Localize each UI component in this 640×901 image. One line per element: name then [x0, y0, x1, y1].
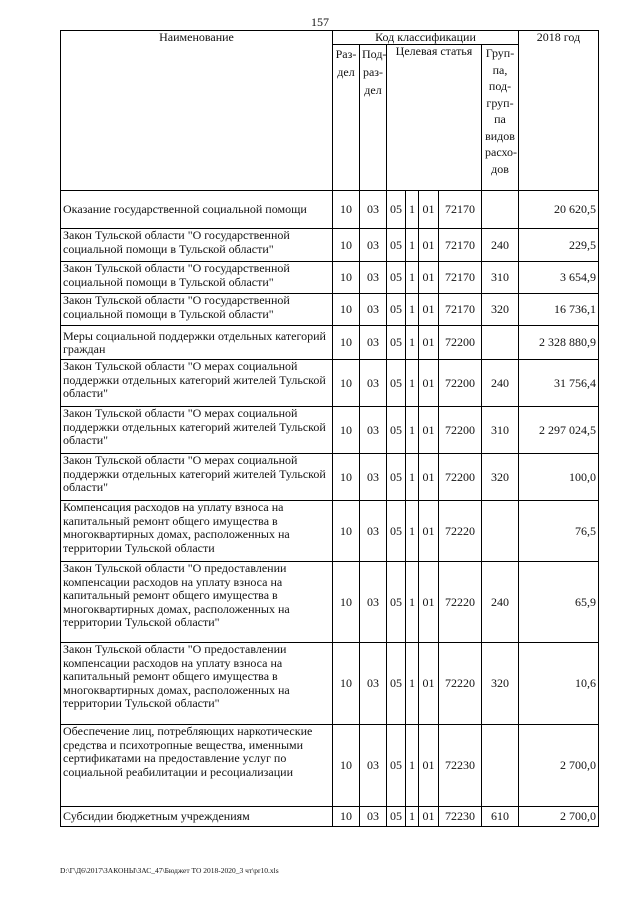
- row-code-podrazdel: 03: [360, 807, 387, 827]
- row-code-cs1: 05: [387, 229, 406, 262]
- table-row: [61, 725, 599, 807]
- header-section: Раз- дел: [333, 45, 360, 191]
- row-code-razdel: 10: [333, 191, 360, 229]
- row-amount: 2 328 880,9: [519, 326, 599, 360]
- header-code-group: Код классификации: [333, 31, 519, 45]
- row-code-cs1: 05: [387, 360, 406, 407]
- row-code-cs3: 01: [419, 294, 439, 326]
- row-code-razdel: 10: [333, 725, 360, 807]
- row-code-podrazdel: 03: [360, 191, 387, 229]
- row-code-cs1: 05: [387, 326, 406, 360]
- row-name: Закон Тульской области "О мерах социальной поддержки отдельных категорий жителей Тульской области": [61, 360, 333, 407]
- row-name: Меры социальной поддержки отдельных категорий граждан: [61, 326, 333, 360]
- row-amount: 2 700,0: [519, 807, 599, 827]
- row-code-cs3: 01: [419, 360, 439, 407]
- row-amount: 229,5: [519, 229, 599, 262]
- row-code-cs1: 05: [387, 501, 406, 562]
- table-row: [61, 501, 599, 562]
- row-code-cs4: 72170: [439, 262, 482, 294]
- row-code-vr: 320: [482, 294, 519, 326]
- row-code-razdel: 10: [333, 229, 360, 262]
- row-code-cs3: 01: [419, 643, 439, 725]
- row-code-cs3: 01: [419, 407, 439, 454]
- row-code-cs2: 1: [406, 407, 419, 454]
- row-code-cs2: 1: [406, 262, 419, 294]
- row-code-cs3: 01: [419, 229, 439, 262]
- table-row: [61, 407, 599, 454]
- row-amount: 10,6: [519, 643, 599, 725]
- row-code-cs1: 05: [387, 294, 406, 326]
- table-row: [61, 326, 599, 360]
- row-code-podrazdel: 03: [360, 562, 387, 643]
- row-code-vr: 240: [482, 229, 519, 262]
- row-code-vr: [482, 501, 519, 562]
- row-code-razdel: 10: [333, 407, 360, 454]
- row-code-podrazdel: 03: [360, 454, 387, 501]
- row-code-podrazdel: 03: [360, 725, 387, 807]
- header-target-article: Целевая статья: [387, 45, 482, 191]
- row-code-cs2: 1: [406, 501, 419, 562]
- row-code-cs2: 1: [406, 360, 419, 407]
- row-code-cs1: 05: [387, 807, 406, 827]
- row-code-vr: 320: [482, 454, 519, 501]
- row-code-podrazdel: 03: [360, 326, 387, 360]
- row-code-cs4: 72230: [439, 807, 482, 827]
- row-code-cs1: 05: [387, 454, 406, 501]
- row-name: Закон Тульской области "О государственной социальной помощи в Тульской области": [61, 262, 333, 294]
- row-name: Закон Тульской области "О государственной социальной помощи в Тульской области": [61, 294, 333, 326]
- row-code-cs2: 1: [406, 326, 419, 360]
- row-amount: 100,0: [519, 454, 599, 501]
- row-name: Обеспечение лиц, потребляющих наркотические средства и психотропные вещества, именными сертификатами на предоставление услуг по социальной реабилитации и ресоциализации: [61, 725, 333, 807]
- table-row: [61, 262, 599, 294]
- row-code-cs3: 01: [419, 807, 439, 827]
- row-name: Закон Тульской области "О мерах социальной поддержки отдельных категорий жителей Тульской области": [61, 407, 333, 454]
- row-code-razdel: 10: [333, 643, 360, 725]
- row-amount: 20 620,5: [519, 191, 599, 229]
- row-code-vr: 310: [482, 262, 519, 294]
- row-code-cs4: 72200: [439, 454, 482, 501]
- row-code-cs4: 72230: [439, 725, 482, 807]
- row-code-vr: 310: [482, 407, 519, 454]
- row-code-cs2: 1: [406, 807, 419, 827]
- row-code-cs2: 1: [406, 294, 419, 326]
- row-code-razdel: 10: [333, 360, 360, 407]
- row-code-cs4: 72170: [439, 229, 482, 262]
- row-name: Компенсация расходов на уплату взноса на капитальный ремонт общего имущества в многоквартирных домах, расположенных на территории Тульской области: [61, 501, 333, 562]
- table-row: [61, 191, 599, 229]
- table-row: [61, 807, 599, 827]
- row-code-cs4: 72220: [439, 562, 482, 643]
- row-code-cs4: 72200: [439, 360, 482, 407]
- row-code-cs4: 72170: [439, 191, 482, 229]
- row-code-vr: [482, 725, 519, 807]
- table-row: [61, 454, 599, 501]
- row-code-cs3: 01: [419, 454, 439, 501]
- table-row: [61, 643, 599, 725]
- row-code-cs1: 05: [387, 725, 406, 807]
- row-amount: 16 736,1: [519, 294, 599, 326]
- row-amount: 31 756,4: [519, 360, 599, 407]
- header-expense-group: Груп- па, под- груп- па видов расхо- дов: [482, 45, 519, 191]
- header-subsection: Под- раз- дел: [360, 45, 387, 191]
- row-code-vr: 320: [482, 643, 519, 725]
- row-code-cs2: 1: [406, 643, 419, 725]
- row-code-vr: [482, 326, 519, 360]
- row-code-cs2: 1: [406, 191, 419, 229]
- row-code-podrazdel: 03: [360, 262, 387, 294]
- row-code-razdel: 10: [333, 501, 360, 562]
- row-code-razdel: 10: [333, 326, 360, 360]
- row-code-cs1: 05: [387, 407, 406, 454]
- row-code-podrazdel: 03: [360, 360, 387, 407]
- row-code-cs2: 1: [406, 562, 419, 643]
- row-code-cs4: 72200: [439, 407, 482, 454]
- budget-table: [60, 30, 599, 827]
- row-code-cs1: 05: [387, 262, 406, 294]
- row-code-podrazdel: 03: [360, 229, 387, 262]
- row-amount: 2 700,0: [519, 725, 599, 807]
- row-code-cs1: 05: [387, 643, 406, 725]
- header-name: Наименование: [61, 31, 333, 191]
- row-code-cs4: 72200: [439, 326, 482, 360]
- header-year: 2018 год: [519, 31, 599, 191]
- row-code-cs1: 05: [387, 562, 406, 643]
- row-code-vr: 240: [482, 562, 519, 643]
- row-code-razdel: 10: [333, 262, 360, 294]
- row-code-cs3: 01: [419, 725, 439, 807]
- table-row: [61, 294, 599, 326]
- table-row: [61, 229, 599, 262]
- table-row: [61, 360, 599, 407]
- row-name: Закон Тульской области "О государственной социальной помощи в Тульской области": [61, 229, 333, 262]
- table-row: [61, 562, 599, 643]
- row-code-cs4: 72220: [439, 643, 482, 725]
- page-number: 157: [311, 15, 329, 29]
- row-code-razdel: 10: [333, 454, 360, 501]
- row-code-cs2: 1: [406, 229, 419, 262]
- row-code-cs3: 01: [419, 191, 439, 229]
- row-code-podrazdel: 03: [360, 407, 387, 454]
- row-code-cs4: 72220: [439, 501, 482, 562]
- row-amount: 2 297 024,5: [519, 407, 599, 454]
- row-name: Оказание государственной социальной помощи: [61, 191, 333, 229]
- row-code-cs3: 01: [419, 262, 439, 294]
- file-path-footer: D:\Г\Д6\2017\ЗАКОНЫ\ЗАС_47\Бюджет ТО 2018-2020_3 чт\pr10.xls: [60, 866, 279, 875]
- row-code-vr: 610: [482, 807, 519, 827]
- row-code-podrazdel: 03: [360, 643, 387, 725]
- row-code-cs1: 05: [387, 191, 406, 229]
- row-amount: 3 654,9: [519, 262, 599, 294]
- row-code-cs3: 01: [419, 326, 439, 360]
- row-code-cs4: 72170: [439, 294, 482, 326]
- row-code-razdel: 10: [333, 294, 360, 326]
- row-code-cs2: 1: [406, 725, 419, 807]
- row-code-vr: 240: [482, 360, 519, 407]
- row-code-razdel: 10: [333, 807, 360, 827]
- row-amount: 76,5: [519, 501, 599, 562]
- row-name: Закон Тульской области "О предоставлении компенсации расходов на уплату взноса на капитальный ремонт общего имущества в многоквартирных домах, расположенных на территории Тульской области": [61, 643, 333, 725]
- row-code-podrazdel: 03: [360, 294, 387, 326]
- row-code-cs3: 01: [419, 501, 439, 562]
- row-code-cs2: 1: [406, 454, 419, 501]
- row-code-cs3: 01: [419, 562, 439, 643]
- row-name: Субсидии бюджетным учреждениям: [61, 807, 333, 827]
- row-name: Закон Тульской области "О предоставлении компенсации расходов на уплату взноса на капитальный ремонт общего имущества в многоквартирных домах, расположенных на территории Тульской области": [61, 562, 333, 643]
- row-code-podrazdel: 03: [360, 501, 387, 562]
- row-name: Закон Тульской области "О мерах социальной поддержки отдельных категорий жителей Тульской области": [61, 454, 333, 501]
- row-code-razdel: 10: [333, 562, 360, 643]
- row-code-vr: [482, 191, 519, 229]
- row-amount: 65,9: [519, 562, 599, 643]
